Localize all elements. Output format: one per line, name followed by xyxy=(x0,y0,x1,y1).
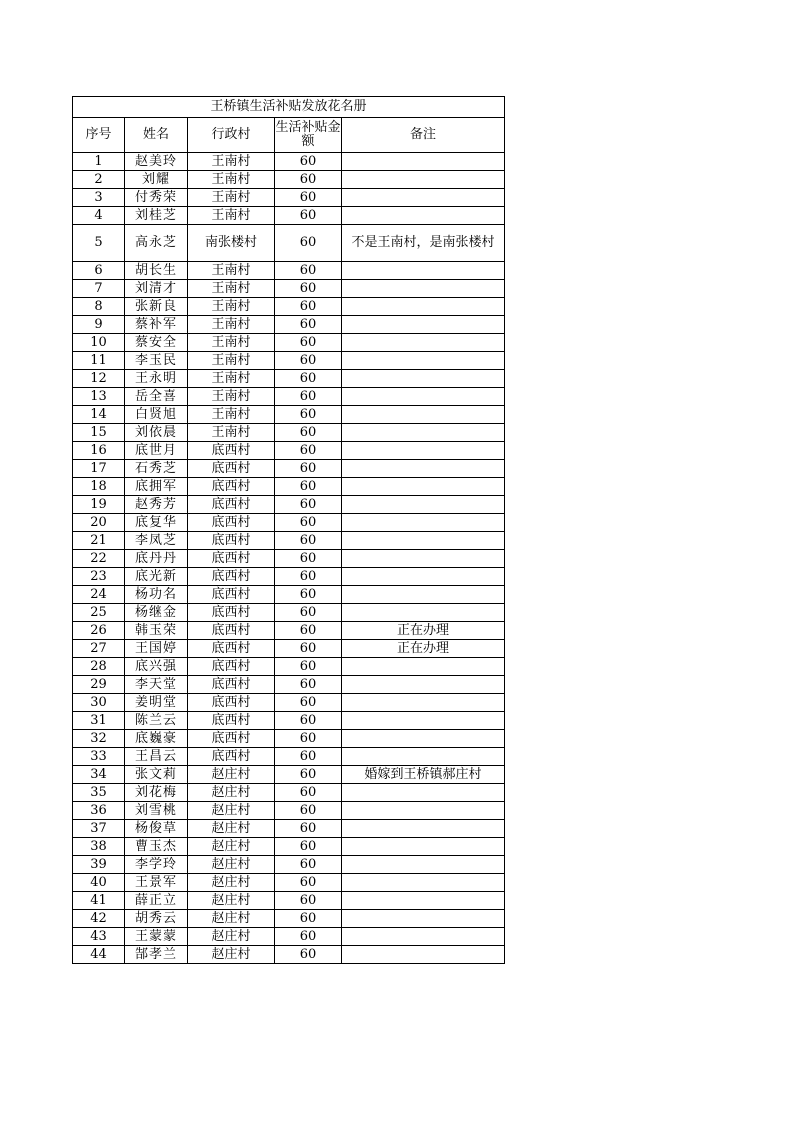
cell-name: 姜明堂 xyxy=(125,694,188,712)
cell-amount: 60 xyxy=(275,298,342,316)
cell-name: 底丹丹 xyxy=(125,550,188,568)
cell-seq: 3 xyxy=(73,189,125,207)
cell-seq: 15 xyxy=(73,424,125,442)
cell-village: 赵庄村 xyxy=(188,784,275,802)
cell-amount: 60 xyxy=(275,442,342,460)
cell-name: 蔡安全 xyxy=(125,334,188,352)
cell-amount: 60 xyxy=(275,910,342,928)
cell-seq: 8 xyxy=(73,298,125,316)
cell-village: 赵庄村 xyxy=(188,820,275,838)
cell-note xyxy=(342,352,505,370)
cell-name: 曹玉杰 xyxy=(125,838,188,856)
cell-name: 王永明 xyxy=(125,370,188,388)
table-row xyxy=(73,802,505,820)
cell-seq: 2 xyxy=(73,171,125,189)
cell-village: 底西村 xyxy=(188,496,275,514)
cell-amount: 60 xyxy=(275,838,342,856)
cell-seq: 4 xyxy=(73,207,125,225)
cell-village: 底西村 xyxy=(188,532,275,550)
cell-note xyxy=(342,388,505,406)
cell-village: 王南村 xyxy=(188,334,275,352)
cell-amount: 60 xyxy=(275,766,342,784)
cell-note xyxy=(342,532,505,550)
cell-village: 王南村 xyxy=(188,298,275,316)
cell-name: 张文莉 xyxy=(125,766,188,784)
cell-amount: 60 xyxy=(275,748,342,766)
cell-amount: 60 xyxy=(275,496,342,514)
cell-note xyxy=(342,802,505,820)
cell-amount: 60 xyxy=(275,280,342,298)
cell-name: 李学玲 xyxy=(125,856,188,874)
cell-note xyxy=(342,910,505,928)
cell-amount: 60 xyxy=(275,424,342,442)
subsidy-roster-table xyxy=(72,96,505,964)
cell-note xyxy=(342,694,505,712)
cell-village: 王南村 xyxy=(188,262,275,280)
table-row xyxy=(73,730,505,748)
cell-village: 王南村 xyxy=(188,370,275,388)
table-row xyxy=(73,946,505,964)
table-row xyxy=(73,820,505,838)
cell-name: 底复华 xyxy=(125,514,188,532)
cell-name: 杨功名 xyxy=(125,586,188,604)
cell-note xyxy=(342,334,505,352)
header-note: 备注 xyxy=(342,118,505,153)
cell-name: 蔡补军 xyxy=(125,316,188,334)
cell-name: 刘依晨 xyxy=(125,424,188,442)
cell-name: 王蒙蒙 xyxy=(125,928,188,946)
cell-note xyxy=(342,370,505,388)
cell-village: 底西村 xyxy=(188,676,275,694)
cell-note xyxy=(342,550,505,568)
header-amount: 生活补贴金额 xyxy=(275,118,342,153)
cell-note xyxy=(342,586,505,604)
table-row xyxy=(73,280,505,298)
cell-note xyxy=(342,838,505,856)
cell-amount: 60 xyxy=(275,225,342,262)
table-row xyxy=(73,874,505,892)
cell-amount: 60 xyxy=(275,370,342,388)
cell-amount: 60 xyxy=(275,820,342,838)
cell-amount: 60 xyxy=(275,153,342,171)
cell-seq: 20 xyxy=(73,514,125,532)
cell-seq: 25 xyxy=(73,604,125,622)
cell-note xyxy=(342,316,505,334)
cell-seq: 33 xyxy=(73,748,125,766)
cell-seq: 28 xyxy=(73,658,125,676)
table-row xyxy=(73,892,505,910)
cell-amount: 60 xyxy=(275,514,342,532)
cell-note xyxy=(342,280,505,298)
table-row xyxy=(73,622,505,640)
cell-note xyxy=(342,856,505,874)
cell-note xyxy=(342,946,505,964)
cell-name: 薛正立 xyxy=(125,892,188,910)
header-row xyxy=(73,118,505,153)
table-row xyxy=(73,550,505,568)
cell-name: 底光新 xyxy=(125,568,188,586)
cell-name: 王昌云 xyxy=(125,748,188,766)
cell-village: 王南村 xyxy=(188,153,275,171)
cell-name: 李凤芝 xyxy=(125,532,188,550)
cell-seq: 6 xyxy=(73,262,125,280)
cell-village: 底西村 xyxy=(188,604,275,622)
cell-seq: 18 xyxy=(73,478,125,496)
cell-amount: 60 xyxy=(275,928,342,946)
cell-seq: 29 xyxy=(73,676,125,694)
cell-note xyxy=(342,189,505,207)
cell-name: 李玉民 xyxy=(125,352,188,370)
cell-seq: 40 xyxy=(73,874,125,892)
cell-seq: 23 xyxy=(73,568,125,586)
cell-amount: 60 xyxy=(275,784,342,802)
cell-name: 底兴强 xyxy=(125,658,188,676)
cell-amount: 60 xyxy=(275,604,342,622)
cell-seq: 27 xyxy=(73,640,125,658)
cell-name: 韩玉荣 xyxy=(125,622,188,640)
table-row xyxy=(73,568,505,586)
cell-name: 赵秀芳 xyxy=(125,496,188,514)
cell-seq: 30 xyxy=(73,694,125,712)
cell-village: 王南村 xyxy=(188,388,275,406)
cell-village: 底西村 xyxy=(188,748,275,766)
cell-note: 婚嫁到王桥镇郝庄村 xyxy=(342,766,505,784)
cell-amount: 60 xyxy=(275,189,342,207)
cell-village: 王南村 xyxy=(188,406,275,424)
cell-village: 底西村 xyxy=(188,622,275,640)
cell-seq: 13 xyxy=(73,388,125,406)
cell-village: 南张楼村 xyxy=(188,225,275,262)
cell-note xyxy=(342,298,505,316)
cell-name: 刘雪桃 xyxy=(125,802,188,820)
table-row xyxy=(73,442,505,460)
cell-village: 底西村 xyxy=(188,694,275,712)
cell-name: 高永芝 xyxy=(125,225,188,262)
cell-note xyxy=(342,784,505,802)
cell-note: 正在办理 xyxy=(342,622,505,640)
cell-seq: 14 xyxy=(73,406,125,424)
cell-village: 赵庄村 xyxy=(188,892,275,910)
cell-name: 刘桂芝 xyxy=(125,207,188,225)
table-row xyxy=(73,748,505,766)
cell-note xyxy=(342,496,505,514)
cell-amount: 60 xyxy=(275,568,342,586)
cell-note xyxy=(342,748,505,766)
cell-village: 底西村 xyxy=(188,568,275,586)
table-row xyxy=(73,586,505,604)
cell-village: 底西村 xyxy=(188,658,275,676)
cell-amount: 60 xyxy=(275,550,342,568)
cell-name: 岳全喜 xyxy=(125,388,188,406)
cell-amount: 60 xyxy=(275,334,342,352)
cell-village: 赵庄村 xyxy=(188,928,275,946)
cell-note xyxy=(342,514,505,532)
table-row xyxy=(73,856,505,874)
cell-village: 赵庄村 xyxy=(188,856,275,874)
cell-village: 王南村 xyxy=(188,189,275,207)
cell-note xyxy=(342,892,505,910)
cell-note xyxy=(342,676,505,694)
table-row xyxy=(73,189,505,207)
cell-village: 底西村 xyxy=(188,712,275,730)
cell-seq: 24 xyxy=(73,586,125,604)
cell-note xyxy=(342,658,505,676)
cell-seq: 19 xyxy=(73,496,125,514)
cell-village: 底西村 xyxy=(188,442,275,460)
table-row xyxy=(73,424,505,442)
cell-name: 陈兰云 xyxy=(125,712,188,730)
cell-amount: 60 xyxy=(275,622,342,640)
cell-amount: 60 xyxy=(275,730,342,748)
header-name: 姓名 xyxy=(125,118,188,153)
table-row xyxy=(73,532,505,550)
cell-note xyxy=(342,406,505,424)
table-row xyxy=(73,153,505,171)
cell-name: 白贤旭 xyxy=(125,406,188,424)
cell-village: 赵庄村 xyxy=(188,838,275,856)
cell-village: 赵庄村 xyxy=(188,802,275,820)
table-title: 王桥镇生活补贴发放花名册 xyxy=(73,97,505,118)
cell-note xyxy=(342,207,505,225)
cell-seq: 9 xyxy=(73,316,125,334)
cell-amount: 60 xyxy=(275,171,342,189)
cell-name: 底巍豪 xyxy=(125,730,188,748)
cell-name: 王景军 xyxy=(125,874,188,892)
cell-seq: 39 xyxy=(73,856,125,874)
table-row xyxy=(73,694,505,712)
cell-name: 李天堂 xyxy=(125,676,188,694)
cell-amount: 60 xyxy=(275,892,342,910)
cell-seq: 37 xyxy=(73,820,125,838)
cell-note xyxy=(342,460,505,478)
table-row xyxy=(73,838,505,856)
header-seq: 序号 xyxy=(73,118,125,153)
cell-name: 胡长生 xyxy=(125,262,188,280)
table-row xyxy=(73,460,505,478)
table-row xyxy=(73,334,505,352)
cell-amount: 60 xyxy=(275,532,342,550)
cell-note: 不是王南村，是南张楼村 xyxy=(342,225,505,262)
cell-note xyxy=(342,604,505,622)
cell-name: 石秀芝 xyxy=(125,460,188,478)
cell-seq: 35 xyxy=(73,784,125,802)
cell-seq: 44 xyxy=(73,946,125,964)
cell-name: 王国婷 xyxy=(125,640,188,658)
table-row xyxy=(73,640,505,658)
cell-note xyxy=(342,478,505,496)
cell-village: 底西村 xyxy=(188,586,275,604)
cell-seq: 17 xyxy=(73,460,125,478)
cell-note xyxy=(342,568,505,586)
table-row xyxy=(73,171,505,189)
table-row xyxy=(73,910,505,928)
cell-seq: 43 xyxy=(73,928,125,946)
title-row xyxy=(73,97,505,118)
cell-amount: 60 xyxy=(275,460,342,478)
cell-name: 杨俊草 xyxy=(125,820,188,838)
cell-name: 付秀荣 xyxy=(125,189,188,207)
cell-amount: 60 xyxy=(275,712,342,730)
cell-name: 底世月 xyxy=(125,442,188,460)
cell-village: 王南村 xyxy=(188,280,275,298)
cell-village: 赵庄村 xyxy=(188,910,275,928)
cell-seq: 22 xyxy=(73,550,125,568)
cell-seq: 11 xyxy=(73,352,125,370)
cell-amount: 60 xyxy=(275,946,342,964)
table-row xyxy=(73,784,505,802)
cell-seq: 5 xyxy=(73,225,125,262)
cell-village: 王南村 xyxy=(188,207,275,225)
cell-amount: 60 xyxy=(275,874,342,892)
cell-seq: 21 xyxy=(73,532,125,550)
table-row xyxy=(73,370,505,388)
cell-amount: 60 xyxy=(275,316,342,334)
cell-village: 底西村 xyxy=(188,514,275,532)
cell-amount: 60 xyxy=(275,478,342,496)
cell-note xyxy=(342,442,505,460)
cell-village: 底西村 xyxy=(188,460,275,478)
table-row xyxy=(73,388,505,406)
table-row xyxy=(73,406,505,424)
cell-amount: 60 xyxy=(275,856,342,874)
cell-village: 王南村 xyxy=(188,352,275,370)
cell-village: 底西村 xyxy=(188,730,275,748)
cell-note xyxy=(342,262,505,280)
cell-name: 刘清才 xyxy=(125,280,188,298)
cell-seq: 1 xyxy=(73,153,125,171)
cell-amount: 60 xyxy=(275,586,342,604)
cell-village: 王南村 xyxy=(188,171,275,189)
cell-name: 刘耀 xyxy=(125,171,188,189)
table-row xyxy=(73,478,505,496)
cell-name: 刘花梅 xyxy=(125,784,188,802)
cell-amount: 60 xyxy=(275,207,342,225)
cell-name: 郜孝兰 xyxy=(125,946,188,964)
cell-amount: 60 xyxy=(275,802,342,820)
cell-name: 张新良 xyxy=(125,298,188,316)
table-row xyxy=(73,225,505,262)
cell-seq: 26 xyxy=(73,622,125,640)
cell-seq: 16 xyxy=(73,442,125,460)
cell-note xyxy=(342,424,505,442)
cell-seq: 7 xyxy=(73,280,125,298)
table-row xyxy=(73,514,505,532)
table-row xyxy=(73,352,505,370)
cell-amount: 60 xyxy=(275,388,342,406)
cell-village: 王南村 xyxy=(188,424,275,442)
cell-seq: 36 xyxy=(73,802,125,820)
cell-seq: 38 xyxy=(73,838,125,856)
cell-seq: 12 xyxy=(73,370,125,388)
table-row xyxy=(73,766,505,784)
cell-village: 赵庄村 xyxy=(188,946,275,964)
cell-amount: 60 xyxy=(275,640,342,658)
cell-seq: 10 xyxy=(73,334,125,352)
cell-name: 底拥军 xyxy=(125,478,188,496)
cell-amount: 60 xyxy=(275,352,342,370)
cell-note xyxy=(342,153,505,171)
table-row xyxy=(73,496,505,514)
cell-seq: 42 xyxy=(73,910,125,928)
cell-village: 底西村 xyxy=(188,550,275,568)
roster-body xyxy=(73,153,505,964)
cell-village: 底西村 xyxy=(188,478,275,496)
cell-seq: 34 xyxy=(73,766,125,784)
cell-note xyxy=(342,171,505,189)
cell-note xyxy=(342,730,505,748)
table-row xyxy=(73,658,505,676)
table-row xyxy=(73,712,505,730)
table-row xyxy=(73,316,505,334)
cell-seq: 32 xyxy=(73,730,125,748)
cell-amount: 60 xyxy=(275,694,342,712)
cell-amount: 60 xyxy=(275,676,342,694)
table-row xyxy=(73,207,505,225)
cell-note xyxy=(342,928,505,946)
cell-name: 杨继金 xyxy=(125,604,188,622)
header-village: 行政村 xyxy=(188,118,275,153)
cell-name: 赵美玲 xyxy=(125,153,188,171)
cell-note xyxy=(342,874,505,892)
table-row xyxy=(73,604,505,622)
table-row xyxy=(73,298,505,316)
cell-seq: 31 xyxy=(73,712,125,730)
cell-amount: 60 xyxy=(275,658,342,676)
cell-village: 底西村 xyxy=(188,640,275,658)
cell-name: 胡秀云 xyxy=(125,910,188,928)
cell-note xyxy=(342,712,505,730)
cell-village: 王南村 xyxy=(188,316,275,334)
cell-note xyxy=(342,820,505,838)
cell-note: 正在办理 xyxy=(342,640,505,658)
table-row xyxy=(73,928,505,946)
cell-seq: 41 xyxy=(73,892,125,910)
table-row xyxy=(73,676,505,694)
cell-amount: 60 xyxy=(275,406,342,424)
cell-village: 赵庄村 xyxy=(188,766,275,784)
table-row xyxy=(73,262,505,280)
cell-amount: 60 xyxy=(275,262,342,280)
cell-village: 赵庄村 xyxy=(188,874,275,892)
